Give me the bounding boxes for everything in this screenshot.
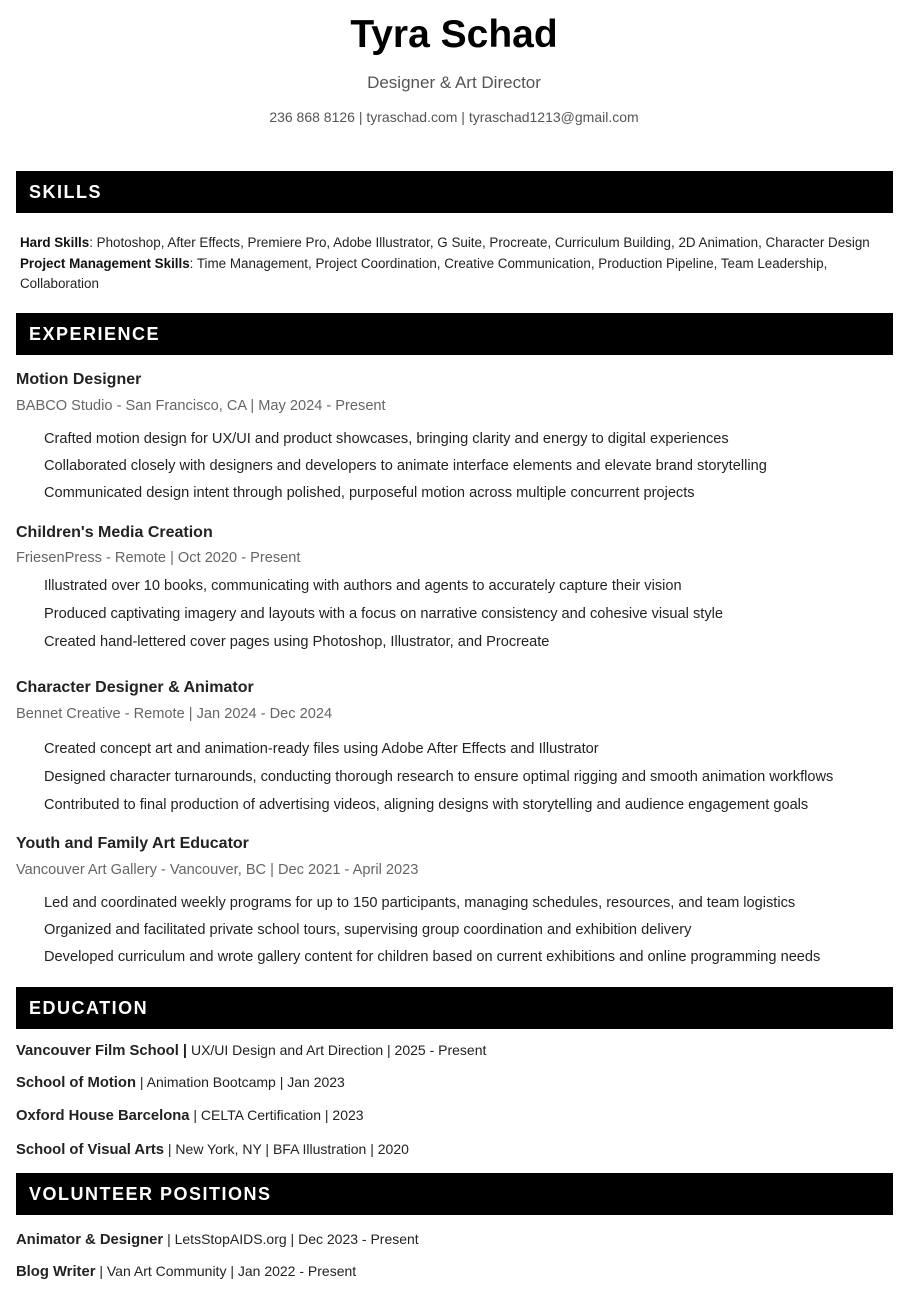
pm-skills-label: Project Management Skills [20,255,190,271]
section-header-experience: EXPERIENCE [16,313,893,355]
education-detail: UX/UI Design and Art Direction | 2025 - Present [187,1042,487,1058]
job-meta: FriesenPress - Remote | Oct 2020 - Present [16,550,301,566]
job-meta: Vancouver Art Gallery - Vancouver, BC | Dec 2021 - April 2023 [16,862,419,878]
job-title: Motion Designer [16,371,142,388]
volunteer-role: Blog Writer [16,1264,96,1280]
contact-info: 236 868 8126 | tyraschad.com | tyraschad1213@gmail.com [269,109,639,125]
job-bullet: Contributed to final production of advertising videos, aligning designs with storytelling and audience engagement goals [44,797,809,813]
education-school: School of Visual Arts [16,1142,164,1158]
job-bullet: Collaborated closely with designers and developers to animate interface elements and elevate brand storytelling [44,458,767,474]
education-detail: | New York, NY | BFA Illustration | 2020 [164,1141,409,1157]
volunteer-detail: | LetsStopAIDS.org | Dec 2023 - Present [163,1231,419,1247]
education-detail: | CELTA Certification | 2023 [189,1107,364,1123]
resume-subtitle: Designer & Art Director [367,73,541,92]
education-school: School of Motion [16,1075,136,1091]
education-school: Oxford House Barcelona [16,1108,190,1124]
hard-skills-value: : Photoshop, After Effects, Premiere Pro, Adobe Illustrator, G Suite, Procreate, Curriculum Building, 2D Animation, Character Design [89,235,870,250]
job-bullet: Illustrated over 10 books, communicating with authors and agents to accurately capture their vision [44,578,682,594]
job-title: Children's Media Creation [16,524,213,541]
hard-skills-label: Hard Skills [20,235,90,250]
education-entry [16,1041,486,1060]
volunteer-detail: | Van Art Community | Jan 2022 - Present [95,1263,357,1279]
education-entry [16,1140,409,1159]
education-entry [16,1073,345,1092]
volunteer-entry [16,1262,356,1281]
pm-skills-value: : Time Management, Project Coordination, Creative Communication, Production Pipeline, Team Leadership, Collaboration [20,255,828,291]
section-header-skills: SKILLS [16,171,893,213]
job-title: Youth and Family Art Educator [16,835,249,852]
pm-skills-line [20,254,895,295]
education-detail: | Animation Bootcamp | Jan 2023 [136,1074,345,1090]
job-bullet: Led and coordinated weekly programs for up to 150 participants, managing schedules, resources, and team logistics [44,895,796,911]
resume-name: Tyra Schad [350,13,558,56]
section-header-education: EDUCATION [16,987,893,1029]
education-entry [16,1106,364,1125]
skills-block [20,233,895,295]
job-bullet: Designed character turnarounds, conducting thorough research to ensure optimal rigging and smooth animation workflows [44,769,834,785]
section-header-volunteer: VOLUNTEER POSITIONS [16,1173,893,1215]
volunteer-role: Animator & Designer [16,1232,164,1248]
job-bullet: Communicated design intent through polished, purposeful motion across multiple concurrent projects [44,485,695,501]
education-school: Vancouver Film School | [16,1043,188,1059]
job-bullet: Developed curriculum and wrote gallery content for children based on current exhibitions and online programming needs [44,949,821,965]
job-bullet: Crafted motion design for UX/UI and product showcases, bringing clarity and energy to digital experiences [44,431,729,447]
job-bullet: Produced captivating imagery and layouts with a focus on narrative consistency and cohesive visual style [44,606,723,622]
job-bullet: Organized and facilitated private school tours, supervising group coordination and exhibition delivery [44,922,692,938]
job-title: Character Designer & Animator [16,679,254,696]
hard-skills-line [20,233,895,254]
job-bullet: Created hand-lettered cover pages using Photoshop, Illustrator, and Procreate [44,634,550,650]
job-meta: BABCO Studio - San Francisco, CA | May 2024 - Present [16,398,386,414]
job-bullet: Created concept art and animation-ready files using Adobe After Effects and Illustrator [44,741,599,757]
job-meta: Bennet Creative - Remote | Jan 2024 - Dec 2024 [16,706,333,722]
volunteer-entry [16,1230,419,1249]
